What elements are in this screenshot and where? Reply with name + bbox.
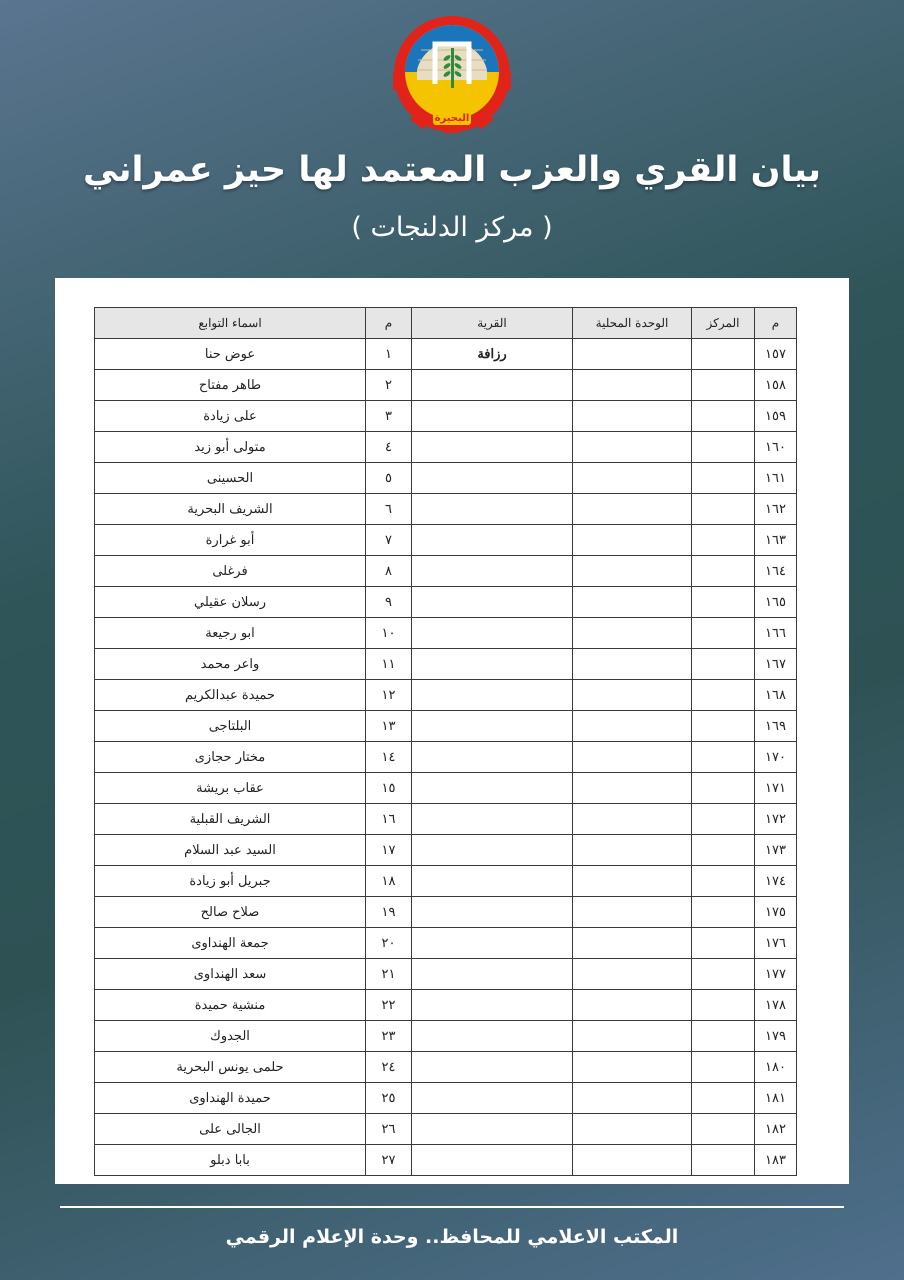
cell-dependent-name: الجدوك (95, 1021, 366, 1052)
cell-index: ١٨١ (755, 1083, 797, 1114)
table-row (95, 990, 797, 1021)
footer-divider (60, 1206, 844, 1208)
cell-dependent-name: صلاح صالح (95, 897, 366, 928)
cell-sub-number: ١٢ (366, 680, 412, 711)
cell-center (692, 742, 755, 773)
cell-local-unit (573, 711, 692, 742)
table-row (95, 463, 797, 494)
cell-center (692, 1145, 755, 1176)
cell-village (412, 1021, 573, 1052)
cell-sub-number: ٢٤ (366, 1052, 412, 1083)
cell-local-unit (573, 401, 692, 432)
cell-index: ١٦٦ (755, 618, 797, 649)
cell-sub-number: ٢٧ (366, 1145, 412, 1176)
cell-sub-number: ٢ (366, 370, 412, 401)
table-row (95, 897, 797, 928)
cell-village (412, 1114, 573, 1145)
logo-label: البحيرة (434, 113, 470, 124)
cell-sub-number: ٢٣ (366, 1021, 412, 1052)
cell-local-unit (573, 1145, 692, 1176)
cell-center (692, 1021, 755, 1052)
table-row (95, 1052, 797, 1083)
cell-sub-number: ١٥ (366, 773, 412, 804)
cell-index: ١٧٣ (755, 835, 797, 866)
cell-center (692, 990, 755, 1021)
cell-dependent-name: جبريل أبو زيادة (95, 866, 366, 897)
cell-dependent-name: الجالى على (95, 1114, 366, 1145)
cell-village (412, 680, 573, 711)
cell-dependent-name: ابو رجيعة (95, 618, 366, 649)
cell-village (412, 866, 573, 897)
cell-village (412, 401, 573, 432)
header-sub-number: م (366, 308, 412, 339)
governorate-logo (391, 14, 513, 134)
header-center: المركز (692, 308, 755, 339)
cell-sub-number: ٨ (366, 556, 412, 587)
cell-local-unit (573, 804, 692, 835)
cell-index: ١٧٢ (755, 804, 797, 835)
table-row (95, 1145, 797, 1176)
cell-index: ١٧٨ (755, 990, 797, 1021)
cell-dependent-name: فرغلى (95, 556, 366, 587)
cell-index: ١٥٧ (755, 339, 797, 370)
cell-dependent-name: سعد الهنداوى (95, 959, 366, 990)
header-village: القرية (412, 308, 573, 339)
cell-center (692, 1114, 755, 1145)
cell-village (412, 463, 573, 494)
cell-local-unit (573, 835, 692, 866)
cell-center (692, 339, 755, 370)
cell-local-unit (573, 494, 692, 525)
cell-local-unit (573, 1114, 692, 1145)
cell-index: ١٦٢ (755, 494, 797, 525)
cell-village (412, 835, 573, 866)
header-local-unit: الوحدة المحلية (573, 308, 692, 339)
cell-village (412, 773, 573, 804)
cell-dependent-name: جمعة الهنداوى (95, 928, 366, 959)
cell-village (412, 711, 573, 742)
cell-dependent-name: حلمى يونس البحرية (95, 1052, 366, 1083)
table-row (95, 928, 797, 959)
table-row (95, 370, 797, 401)
cell-sub-number: ٢٥ (366, 1083, 412, 1114)
cell-center (692, 866, 755, 897)
cell-village (412, 990, 573, 1021)
table-row (95, 959, 797, 990)
cell-index: ١٦٥ (755, 587, 797, 618)
cell-village (412, 587, 573, 618)
cell-center (692, 432, 755, 463)
cell-sub-number: ١٠ (366, 618, 412, 649)
cell-local-unit (573, 742, 692, 773)
cell-sub-number: ٢٠ (366, 928, 412, 959)
cell-sub-number: ٢٢ (366, 990, 412, 1021)
cell-sub-number: ١٤ (366, 742, 412, 773)
table-row (95, 711, 797, 742)
cell-local-unit (573, 339, 692, 370)
cell-center (692, 649, 755, 680)
cell-local-unit (573, 866, 692, 897)
cell-index: ١٦١ (755, 463, 797, 494)
cell-village (412, 618, 573, 649)
cell-village (412, 897, 573, 928)
cell-sub-number: ١٦ (366, 804, 412, 835)
cell-index: ١٥٨ (755, 370, 797, 401)
cell-sub-number: ١ (366, 339, 412, 370)
cell-village (412, 959, 573, 990)
cell-dependent-name: أبو غرارة (95, 525, 366, 556)
cell-center (692, 556, 755, 587)
cell-sub-number: ٤ (366, 432, 412, 463)
cell-index: ١٦٣ (755, 525, 797, 556)
cell-local-unit (573, 463, 692, 494)
cell-sub-number: ٥ (366, 463, 412, 494)
cell-sub-number: ١٨ (366, 866, 412, 897)
table-row (95, 835, 797, 866)
cell-local-unit (573, 525, 692, 556)
table-row (95, 866, 797, 897)
cell-center (692, 711, 755, 742)
cell-local-unit (573, 1052, 692, 1083)
cell-center (692, 1052, 755, 1083)
header-dependents-name: اسماء التوابع (95, 308, 366, 339)
document-sheet (55, 278, 849, 1184)
cell-village (412, 649, 573, 680)
footer-credit: المكتب الاعلامي للمحافظ.. وحدة الإعلام الرقمي (225, 1226, 679, 1248)
cell-index: ١٦٤ (755, 556, 797, 587)
table-row (95, 401, 797, 432)
cell-index: ١٨٣ (755, 1145, 797, 1176)
cell-village (412, 742, 573, 773)
cell-dependent-name: البلتاجى (95, 711, 366, 742)
cell-sub-number: ١٧ (366, 835, 412, 866)
cell-local-unit (573, 928, 692, 959)
cell-index: ١٦٩ (755, 711, 797, 742)
cell-index: ١٧١ (755, 773, 797, 804)
table-row (95, 556, 797, 587)
cell-sub-number: ١٣ (366, 711, 412, 742)
cell-sub-number: ٦ (366, 494, 412, 525)
cell-sub-number: ٢١ (366, 959, 412, 990)
cell-local-unit (573, 432, 692, 463)
cell-sub-number: ٣ (366, 401, 412, 432)
table-body (95, 339, 797, 1176)
cell-village (412, 525, 573, 556)
cell-dependent-name: متولى أبو زيد (95, 432, 366, 463)
cell-dependent-name: الحسينى (95, 463, 366, 494)
cell-center (692, 401, 755, 432)
cell-index: ١٥٩ (755, 401, 797, 432)
cell-center (692, 370, 755, 401)
cell-village (412, 432, 573, 463)
cell-sub-number: ٩ (366, 587, 412, 618)
table-row (95, 804, 797, 835)
cell-index: ١٧٠ (755, 742, 797, 773)
cell-center (692, 525, 755, 556)
cell-local-unit (573, 897, 692, 928)
cell-local-unit (573, 990, 692, 1021)
page-title: بيان القري والعزب المعتمد لها حيز عمراني (82, 150, 822, 190)
cell-center (692, 897, 755, 928)
cell-sub-number: ١٩ (366, 897, 412, 928)
cell-village (412, 1083, 573, 1114)
cell-village (412, 494, 573, 525)
cell-village (412, 1145, 573, 1176)
cell-sub-number: ٢٦ (366, 1114, 412, 1145)
cell-dependent-name: عقاب بريشة (95, 773, 366, 804)
table-row (95, 432, 797, 463)
cell-center (692, 835, 755, 866)
cell-local-unit (573, 1021, 692, 1052)
cell-dependent-name: عوض حنا (95, 339, 366, 370)
cell-dependent-name: حميدة عبدالكريم (95, 680, 366, 711)
cell-index: ١٦٠ (755, 432, 797, 463)
cell-index: ١٦٧ (755, 649, 797, 680)
cell-village (412, 928, 573, 959)
cell-index: ١٧٦ (755, 928, 797, 959)
cell-dependent-name: على زيادة (95, 401, 366, 432)
cell-index: ١٦٨ (755, 680, 797, 711)
cell-center (692, 804, 755, 835)
villages-table (94, 307, 797, 1176)
cell-center (692, 680, 755, 711)
cell-index: ١٨٠ (755, 1052, 797, 1083)
table-row (95, 1021, 797, 1052)
cell-local-unit (573, 618, 692, 649)
table-row (95, 525, 797, 556)
cell-local-unit (573, 1083, 692, 1114)
cell-center (692, 587, 755, 618)
cell-local-unit (573, 587, 692, 618)
cell-dependent-name: السيد عبد السلام (95, 835, 366, 866)
cell-center (692, 463, 755, 494)
cell-village (412, 1052, 573, 1083)
cell-dependent-name: واعر محمد (95, 649, 366, 680)
cell-local-unit (573, 370, 692, 401)
cell-sub-number: ١١ (366, 649, 412, 680)
cell-dependent-name: طاهر مفتاح (95, 370, 366, 401)
cell-dependent-name: بابا دبلو (95, 1145, 366, 1176)
table-row (95, 742, 797, 773)
cell-center (692, 959, 755, 990)
table-row (95, 618, 797, 649)
header-index: م (755, 308, 797, 339)
cell-center (692, 773, 755, 804)
cell-village (412, 556, 573, 587)
table-row (95, 1083, 797, 1114)
cell-center (692, 928, 755, 959)
cell-local-unit (573, 649, 692, 680)
cell-sub-number: ٧ (366, 525, 412, 556)
cell-center (692, 618, 755, 649)
cell-index: ١٧٧ (755, 959, 797, 990)
cell-local-unit (573, 959, 692, 990)
cell-dependent-name: الشريف البحرية (95, 494, 366, 525)
cell-index: ١٧٤ (755, 866, 797, 897)
table-row (95, 339, 797, 370)
cell-village: رزافة (412, 339, 573, 370)
cell-index: ١٨٢ (755, 1114, 797, 1145)
table-row (95, 649, 797, 680)
cell-dependent-name: رسلان عقيلي (95, 587, 366, 618)
table-row (95, 1114, 797, 1145)
cell-center (692, 1083, 755, 1114)
page-subtitle: ( مركز الدلنجات ) (351, 212, 553, 243)
cell-dependent-name: حميدة الهنداوى (95, 1083, 366, 1114)
cell-local-unit (573, 680, 692, 711)
table-header-row (95, 308, 797, 339)
cell-center (692, 494, 755, 525)
cell-dependent-name: الشريف القبلية (95, 804, 366, 835)
cell-local-unit (573, 556, 692, 587)
cell-dependent-name: منشية حميدة (95, 990, 366, 1021)
cell-village (412, 370, 573, 401)
cell-dependent-name: مختار حجازى (95, 742, 366, 773)
cell-local-unit (573, 773, 692, 804)
table-row (95, 587, 797, 618)
cell-index: ١٧٩ (755, 1021, 797, 1052)
cell-index: ١٧٥ (755, 897, 797, 928)
table-row (95, 773, 797, 804)
table-row (95, 494, 797, 525)
cell-village (412, 804, 573, 835)
table-row (95, 680, 797, 711)
